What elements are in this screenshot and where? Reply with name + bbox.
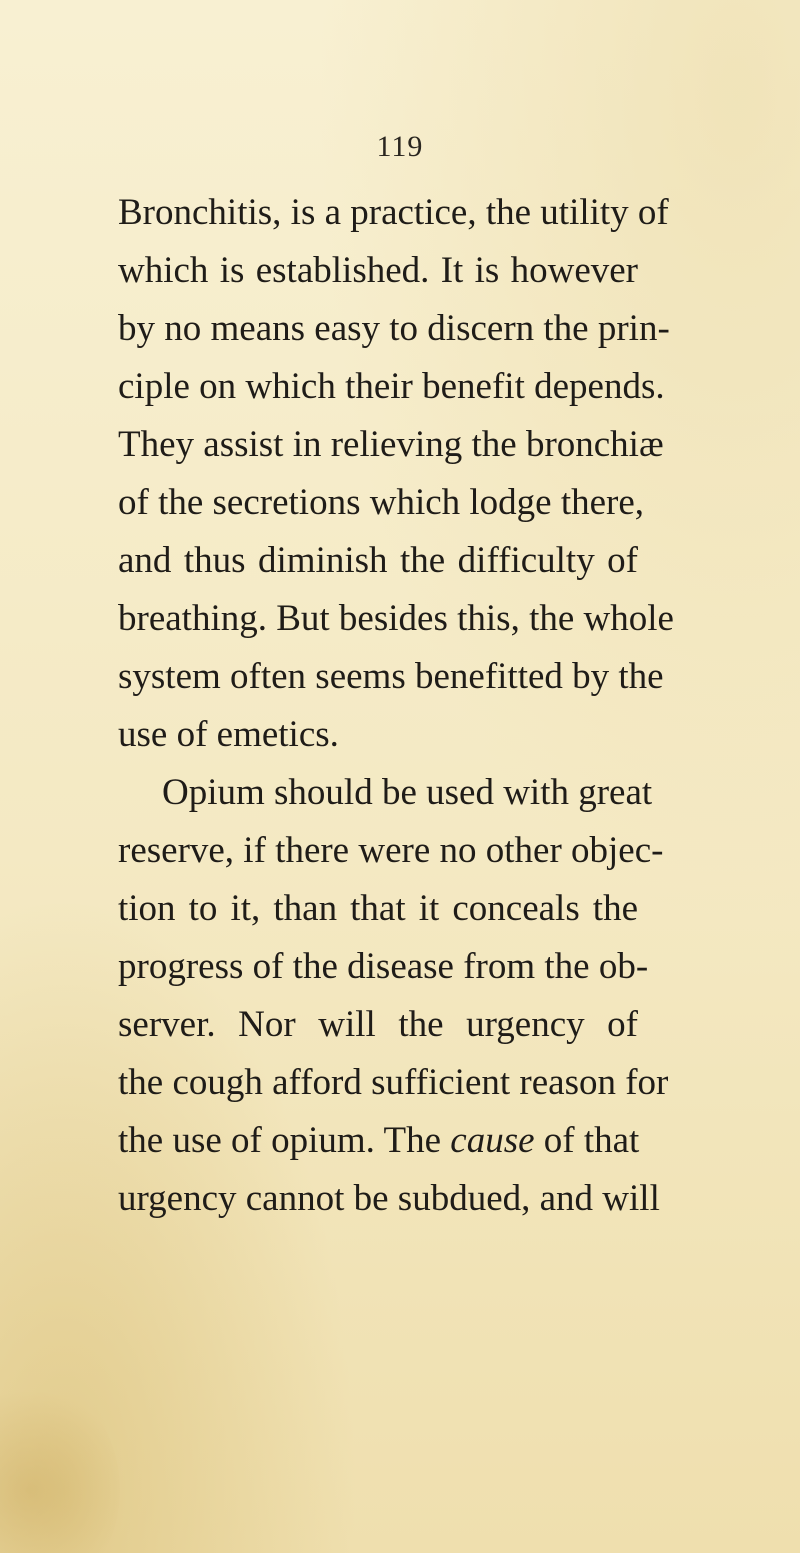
emphasized-word: cause — [450, 1120, 535, 1161]
text-line: by no means easy to discern the prin- — [118, 308, 670, 349]
text-line: server. Nor will the urgency of — [118, 1004, 638, 1045]
text-line: progress of the disease from the ob- — [118, 946, 649, 987]
text-line: tion to it, than that it conceals the — [118, 888, 638, 929]
text-line — [118, 1116, 638, 1166]
text-run: the use of opium. The — [118, 1120, 451, 1161]
text-line: of the secretions which lodge there, — [118, 482, 645, 523]
text-run: of that — [534, 1120, 640, 1161]
text-line: reserve, if there were no other objec- — [118, 830, 664, 871]
paper-stain — [0, 1380, 120, 1553]
text-line: urgency cannot be subdued, and will — [118, 1178, 660, 1219]
text-line: Opium should be used with great — [162, 772, 653, 813]
text-line: They assist in relieving the bronchiæ — [118, 424, 664, 465]
text-line: Bronchitis, is a practice, the utility of — [118, 192, 669, 233]
text-line: and thus diminish the difficulty of — [118, 540, 638, 581]
text-line: the cough afford sufficient reason for — [118, 1062, 669, 1103]
text-line: use of emetics. — [118, 714, 339, 755]
text-line: which is established. It is however — [118, 250, 638, 291]
text-line: ciple on which their benefit depends. — [118, 366, 665, 407]
text-line: system often seems benefitted by the — [118, 656, 664, 697]
page-number: 119 — [376, 130, 424, 163]
text-line: breathing. But besides this, the whole — [118, 598, 674, 639]
